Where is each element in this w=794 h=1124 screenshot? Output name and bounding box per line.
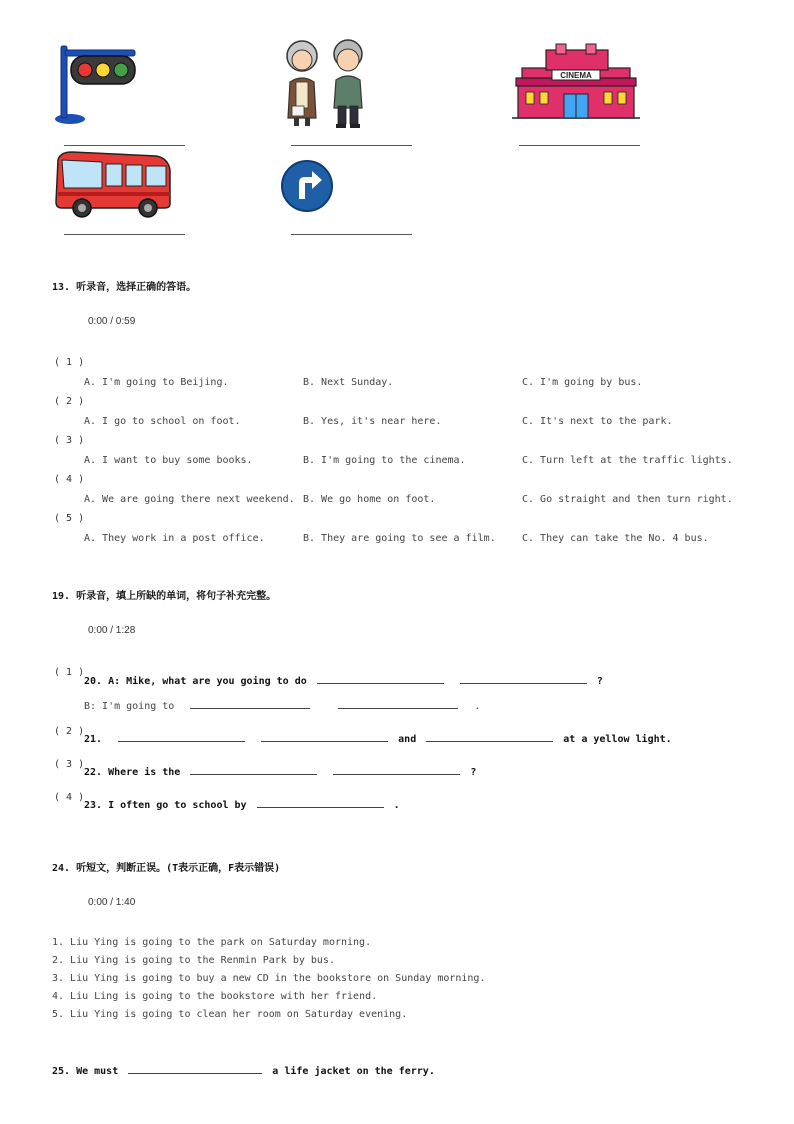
answer-line-5[interactable] — [291, 234, 412, 235]
blank-field[interactable] — [426, 732, 553, 742]
q19-sentence — [84, 798, 400, 811]
q13-number: ( 5 ) — [54, 513, 85, 524]
q13-option-c[interactable]: C. Go straight and then turn right. — [522, 494, 733, 505]
q13-option-a[interactable]: A. They work in a post office. — [84, 533, 265, 544]
q19-sentence — [84, 732, 672, 745]
answer-line-4[interactable] — [64, 234, 185, 235]
q19-title: 19. 听录音，填上所缺的单词，将句子补充完整。 — [52, 591, 277, 602]
sentence-text: at a yellow light. — [563, 734, 672, 745]
blank-field[interactable] — [338, 699, 458, 709]
q19-number: ( 2 ) — [54, 726, 85, 737]
blank-field[interactable] — [460, 674, 587, 684]
q13-option-b[interactable]: B. They are going to see a film. — [303, 533, 496, 544]
sentence-text: B: I'm going to — [84, 701, 175, 712]
q24-statement: 4. Liu Ling is going to the bookstore with her friend. — [52, 991, 378, 1002]
blank-field[interactable] — [128, 1064, 262, 1074]
q13-number: ( 2 ) — [54, 396, 85, 407]
q19-sentence-b — [84, 699, 480, 712]
sentence-text: ? — [470, 767, 477, 778]
q13-option-a[interactable]: A. I'm going to Beijing. — [84, 377, 229, 388]
sentence-text: 20. A: Mike, what are you going to do — [84, 676, 307, 687]
q19-number: ( 1 ) — [54, 667, 85, 678]
q25-sentence — [52, 1064, 435, 1077]
q13-number: ( 3 ) — [54, 435, 85, 446]
q13-number: ( 4 ) — [54, 474, 85, 485]
answer-line-3[interactable] — [519, 145, 640, 146]
q19-number: ( 3 ) — [54, 759, 85, 770]
q13-audio-time[interactable]: 0:00 / 0:59 — [88, 316, 136, 327]
blank-field[interactable] — [257, 798, 384, 808]
sentence-text: and — [398, 734, 417, 745]
q24-audio-time[interactable]: 0:00 / 1:40 — [88, 897, 136, 908]
blank-field[interactable] — [190, 699, 310, 709]
sentence-text: 25. We must — [52, 1066, 119, 1077]
q13-option-b[interactable]: B. I'm going to the cinema. — [303, 455, 466, 466]
q13-option-c[interactable]: C. They can take the No. 4 bus. — [522, 533, 709, 544]
blank-field[interactable] — [190, 765, 317, 775]
sentence-text: ? — [596, 676, 603, 687]
q13-title: 13. 听录音，选择正确的答语。 — [52, 282, 197, 293]
q24-statement: 5. Liu Ying is going to clean her room on Saturday evening. — [52, 1009, 408, 1020]
sentence-text: a life jacket on the ferry. — [272, 1066, 435, 1077]
turn-right-sign-icon — [280, 159, 334, 213]
q13-option-c[interactable]: C. It's next to the park. — [522, 416, 673, 427]
blank-field[interactable] — [317, 674, 444, 684]
q13-option-c[interactable]: C. I'm going by bus. — [522, 377, 643, 388]
q19-sentence — [84, 674, 603, 687]
q13-number: ( 1 ) — [54, 357, 85, 368]
q24-statement: 3. Liu Ying is going to buy a new CD in the bookstore on Sunday morning. — [52, 973, 486, 984]
answer-line-2[interactable] — [291, 145, 412, 146]
q13-option-b[interactable]: B. Next Sunday. — [303, 377, 394, 388]
q19-audio-time[interactable]: 0:00 / 1:28 — [88, 625, 136, 636]
cinema-sign-text: CINEMA — [560, 71, 592, 80]
q19-number: ( 4 ) — [54, 792, 85, 803]
blank-field[interactable] — [261, 732, 388, 742]
sentence-text: . — [474, 701, 481, 712]
answer-line-1[interactable] — [64, 145, 185, 146]
q13-option-a[interactable]: A. We are going there next weekend. — [84, 494, 295, 505]
sentence-text: 23. I often go to school by — [84, 800, 247, 811]
q24-title: 24. 听短文，判断正误。(T表示正确，F表示错误) — [52, 863, 281, 874]
q13-option-a[interactable]: A. I go to school on foot. — [84, 416, 241, 427]
blank-field[interactable] — [118, 732, 245, 742]
blank-field[interactable] — [333, 765, 460, 775]
elderly-couple-icon — [278, 38, 374, 130]
q13-option-a[interactable]: A. I want to buy some books. — [84, 455, 253, 466]
bus-icon — [52, 150, 174, 220]
cinema-building-icon — [512, 42, 640, 120]
q13-option-b[interactable]: B. We go home on foot. — [303, 494, 436, 505]
sentence-text: . — [393, 800, 400, 811]
sentence-text: 21. — [84, 734, 103, 745]
q13-option-c[interactable]: C. Turn left at the traffic lights. — [522, 455, 733, 466]
sentence-text: 22. Where is the — [84, 767, 181, 778]
q24-statement: 1. Liu Ying is going to the park on Saturday morning. — [52, 937, 372, 948]
q19-sentence — [84, 765, 476, 778]
q24-statement: 2. Liu Ying is going to the Renmin Park by bus. — [52, 955, 335, 966]
traffic-light-icon — [52, 42, 142, 126]
q13-option-b[interactable]: B. Yes, it's near here. — [303, 416, 442, 427]
